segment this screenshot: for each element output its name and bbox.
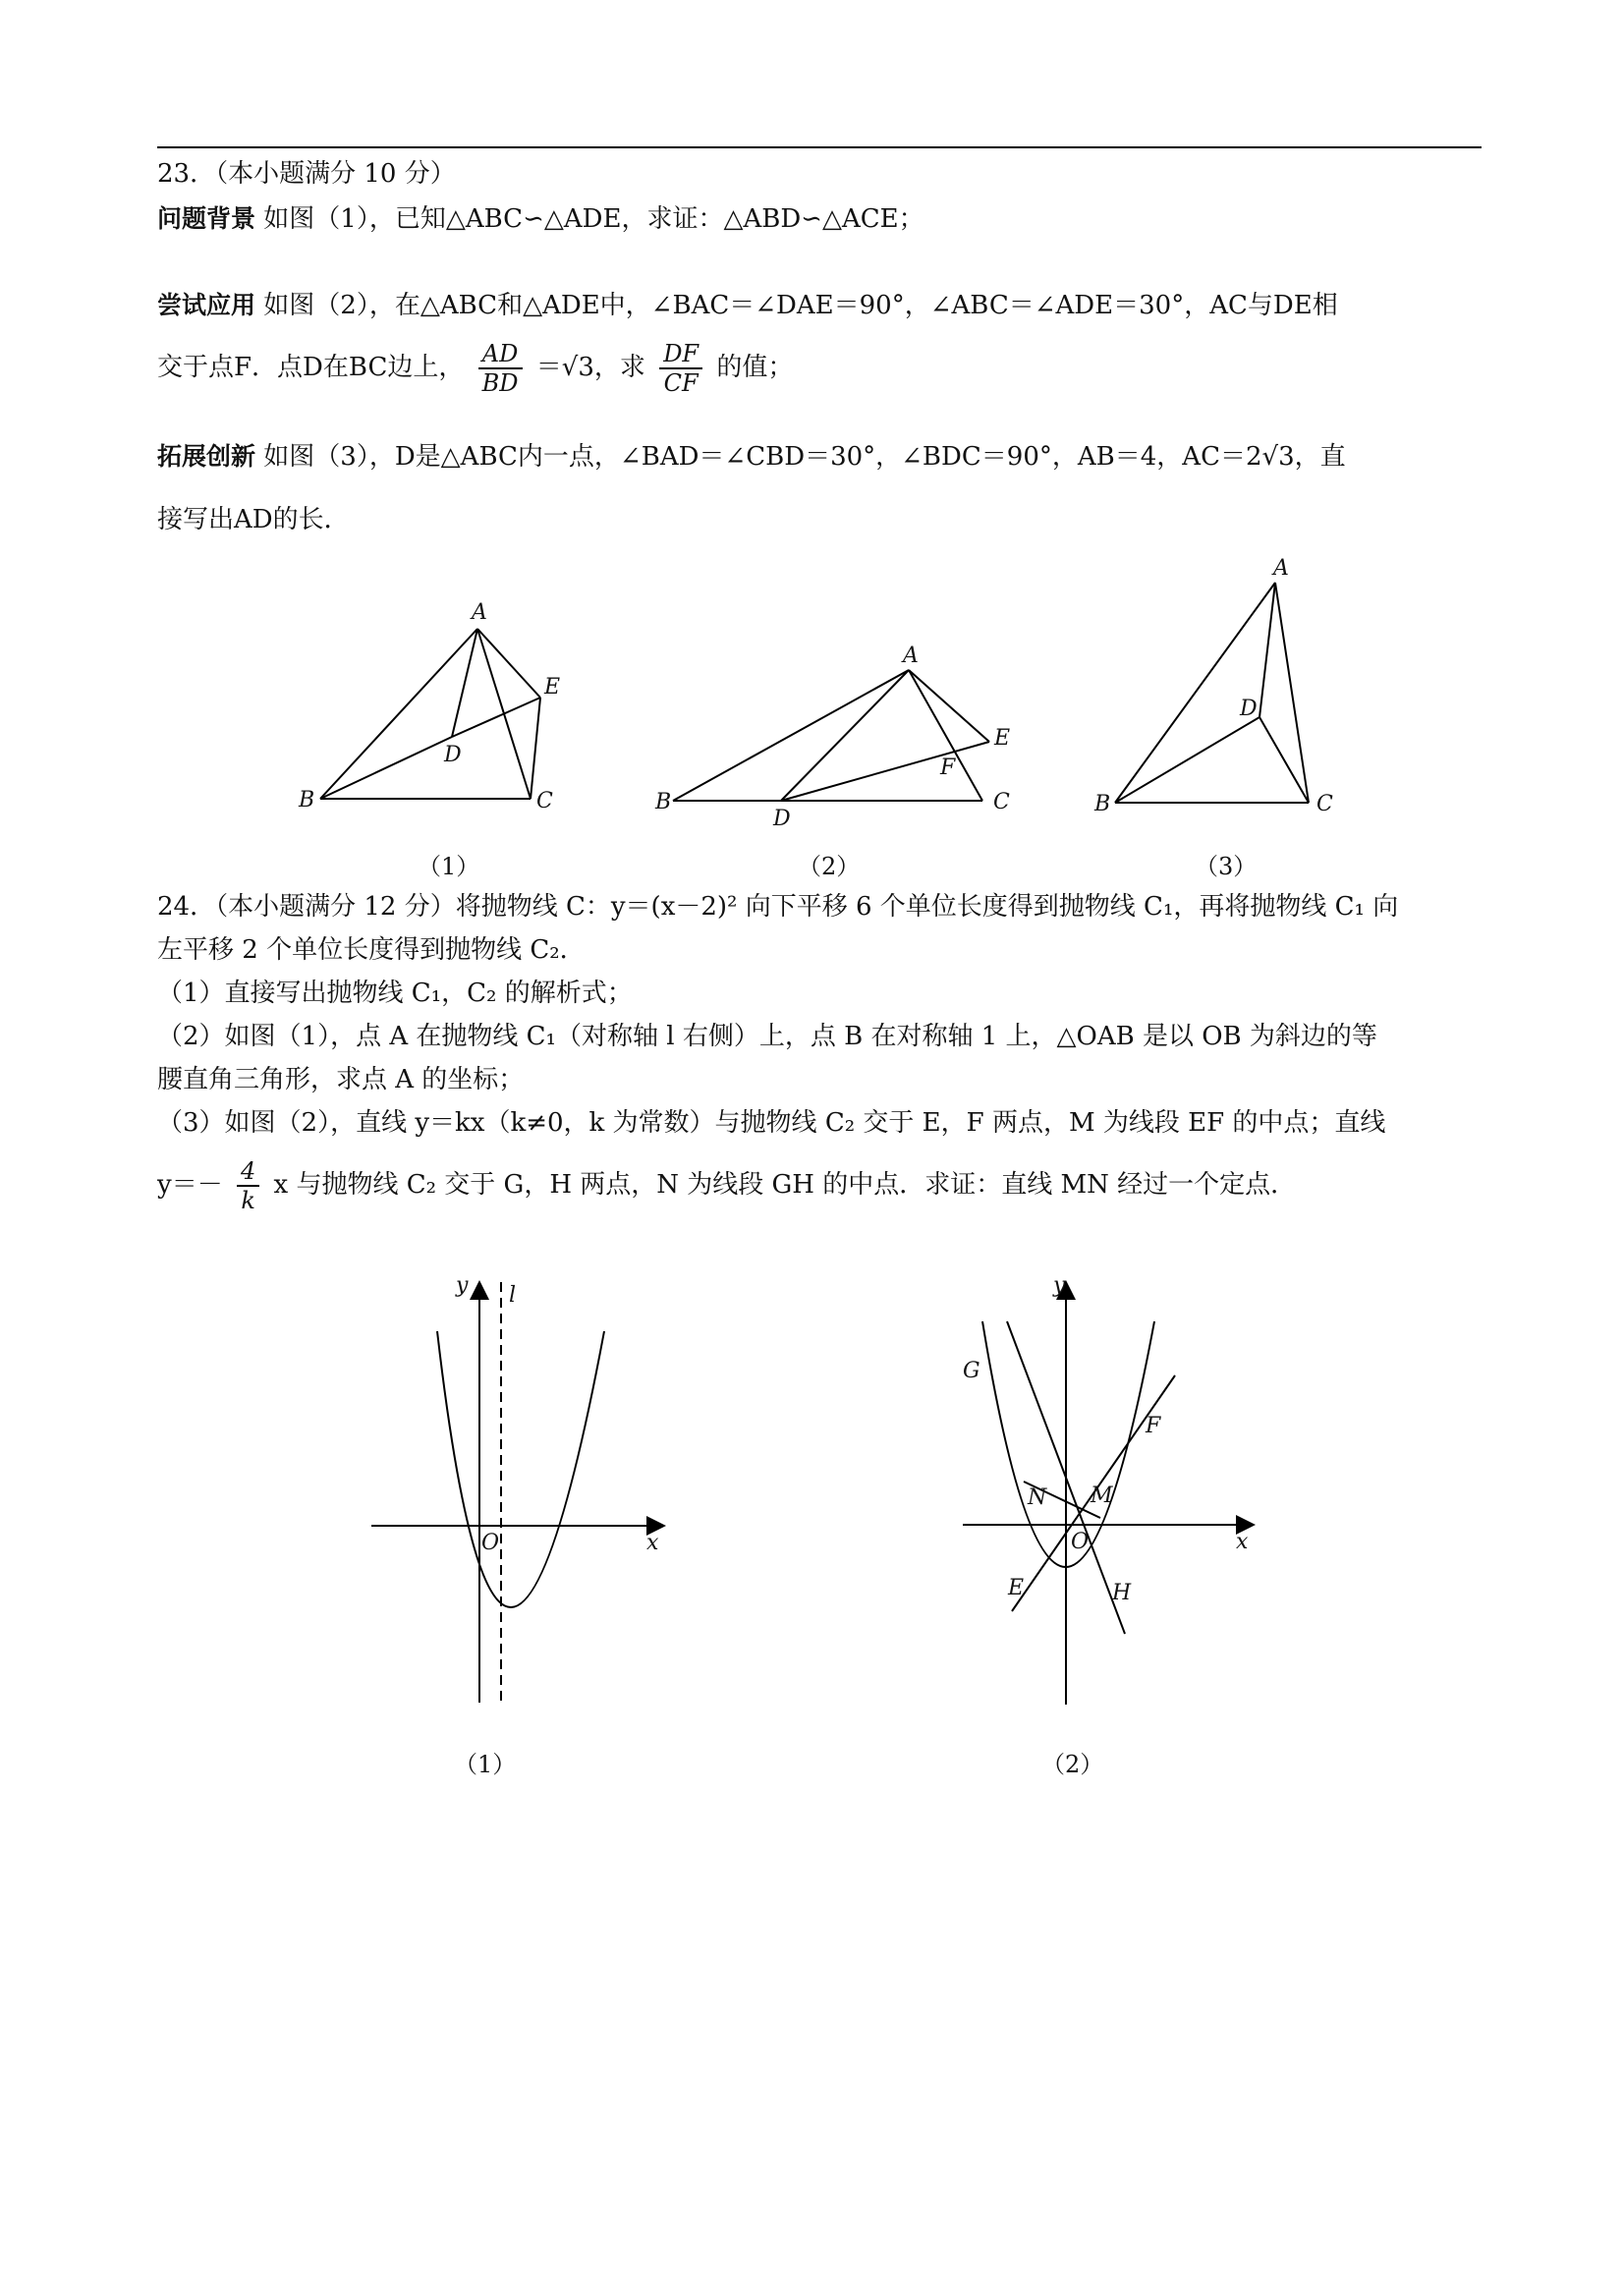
point-label-n: N bbox=[1028, 1485, 1047, 1510]
fraction-numerator: DF bbox=[659, 340, 702, 369]
segment-bd bbox=[1115, 717, 1259, 803]
segment-ab bbox=[673, 670, 909, 801]
axis-label-y: y bbox=[456, 1273, 469, 1298]
q23-fraction-df-cf bbox=[659, 340, 702, 397]
axis-label-y: y bbox=[1053, 1273, 1066, 1298]
point-label-a: A bbox=[472, 600, 487, 625]
q24-line4: （2）如图（1），点 A 在抛物线 C₁（对称轴 l 右侧）上，点 B 在对称轴 1 上，△OAB 是以 OB 为斜边的等 bbox=[157, 1022, 1377, 1051]
point-label-d: D bbox=[1240, 697, 1258, 721]
segment-ae bbox=[477, 629, 540, 698]
q23-try-text-1: 如图（2），在△ABC和△ADE中，∠BAC＝∠DAE＝90°，∠ABC＝∠ADE＝30°，AC与DE相 bbox=[263, 291, 1338, 320]
q23-header: 23．（本小题满分 10 分） bbox=[157, 159, 456, 189]
q24-fraction-4-over-k bbox=[237, 1157, 259, 1214]
q24-line1: 24．（本小题满分 12 分）将抛物线 C：y＝(x－2)² 向下平移 6 个单位长度得到抛物线 C₁，再将抛物线 C₁ 向 bbox=[157, 892, 1399, 922]
q23-try-text-2b: ＝√3，求 bbox=[535, 353, 645, 382]
point-label-f: F bbox=[940, 756, 956, 780]
q24-figure-1 bbox=[364, 1262, 678, 1714]
q23-background-label: 问题背景 bbox=[157, 204, 256, 233]
q23-ext-text-1: 如图（3），D是△ABC内一点，∠BAD＝∠CBD＝30°，∠BDC＝90°，AB＝4，AC＝2√3，直 bbox=[263, 442, 1346, 472]
q24-line2: 左平移 2 个单位长度得到抛物线 C₂． bbox=[157, 935, 586, 965]
origin-label: O bbox=[481, 1531, 500, 1555]
q23-try-line1 bbox=[157, 289, 1338, 322]
q23-figure-1 bbox=[285, 589, 589, 825]
parabola-c1 bbox=[437, 1331, 604, 1607]
point-label-e: E bbox=[544, 675, 561, 700]
q23-try-line2 bbox=[157, 340, 793, 397]
fraction-numerator: AD bbox=[478, 340, 523, 369]
point-label-e: E bbox=[994, 726, 1011, 751]
q24-figure-2-caption: （2） bbox=[1041, 1751, 1104, 1778]
q23-figure-2-caption: （2） bbox=[798, 853, 861, 880]
q23-try-label: 尝试应用 bbox=[157, 291, 256, 319]
segment-de bbox=[452, 698, 540, 737]
q24-line7 bbox=[157, 1157, 1296, 1214]
fraction-denominator: k bbox=[241, 1187, 255, 1214]
q23-figure-1-caption: （1） bbox=[418, 853, 480, 880]
axis-label-x: x bbox=[1236, 1530, 1249, 1554]
segment-bd bbox=[320, 737, 452, 799]
point-label-b: B bbox=[655, 790, 672, 814]
point-label-e: E bbox=[1008, 1576, 1025, 1600]
q23-background-text: 如图（1），已知△ABC∽△ADE，求证：△ABD∽△ACE； bbox=[263, 204, 924, 234]
q23-ext-line2: 接写出AD的长． bbox=[157, 505, 350, 534]
point-label-m: M bbox=[1091, 1484, 1113, 1508]
q23-figure-2 bbox=[644, 629, 1036, 835]
q23-ext-line1 bbox=[157, 440, 1346, 474]
point-label-c: C bbox=[536, 789, 553, 813]
fraction-denominator: BD bbox=[481, 369, 519, 397]
segment-ad bbox=[781, 670, 909, 801]
segment-ad bbox=[452, 629, 477, 737]
segment-ae bbox=[909, 670, 989, 742]
q23-try-text-2c: 的值； bbox=[716, 353, 794, 382]
point-label-c: C bbox=[993, 790, 1010, 814]
point-label-a: A bbox=[903, 644, 919, 668]
segment-ac bbox=[1275, 583, 1309, 803]
point-label-b: B bbox=[1094, 792, 1111, 816]
segment-ac bbox=[909, 670, 982, 801]
point-label-b: B bbox=[299, 788, 315, 812]
line-label-l: l bbox=[509, 1283, 517, 1308]
q23-background bbox=[157, 202, 924, 236]
q24-line5: 腰直角三角形，求点 A 的坐标； bbox=[157, 1065, 525, 1094]
segment-ec bbox=[531, 698, 540, 799]
q24-line3: （1）直接写出抛物线 C₁，C₂ 的解析式； bbox=[157, 979, 633, 1008]
point-label-h: H bbox=[1112, 1581, 1132, 1605]
q24-line6: （3）如图（2），直线 y＝kx（k≠0，k 为常数）与抛物线 C₂ 交于 E，F 两点，M 为线段 EF 的中点；直线 bbox=[157, 1108, 1386, 1138]
point-label-g: G bbox=[963, 1359, 980, 1383]
q24-line7-suffix: x 与抛物线 C₂ 交于 G，H 两点，N 为线段 GH 的中点．求证：直线 MN 经过一个定点． bbox=[273, 1170, 1297, 1200]
q24-figure-2 bbox=[953, 1262, 1267, 1714]
segment-de bbox=[781, 742, 989, 801]
point-label-d: D bbox=[773, 807, 791, 831]
q23-figure-3-caption: （3） bbox=[1195, 853, 1258, 880]
origin-label: O bbox=[1071, 1530, 1090, 1554]
point-label-c: C bbox=[1316, 792, 1333, 816]
fraction-numerator: 4 bbox=[237, 1157, 259, 1187]
segment-ab bbox=[320, 629, 477, 799]
q24-figure-1-caption: （1） bbox=[454, 1751, 517, 1778]
fraction-denominator: CF bbox=[663, 369, 699, 397]
q23-fraction-ad-bd bbox=[478, 340, 523, 397]
segment-ab bbox=[1115, 583, 1275, 803]
q23-try-text-2a: 交于点F．点D在BC边上， bbox=[157, 353, 465, 382]
q24-line7-prefix: y＝－ bbox=[157, 1170, 223, 1200]
top-rule bbox=[157, 146, 1482, 148]
segment-ad bbox=[1259, 583, 1275, 717]
q23-ext-label: 拓展创新 bbox=[157, 442, 256, 471]
axis-label-x: x bbox=[646, 1531, 659, 1555]
point-label-d: D bbox=[444, 743, 462, 767]
q23-figure-3 bbox=[1091, 555, 1346, 820]
point-label-a: A bbox=[1273, 556, 1289, 581]
point-label-f: F bbox=[1146, 1414, 1161, 1438]
